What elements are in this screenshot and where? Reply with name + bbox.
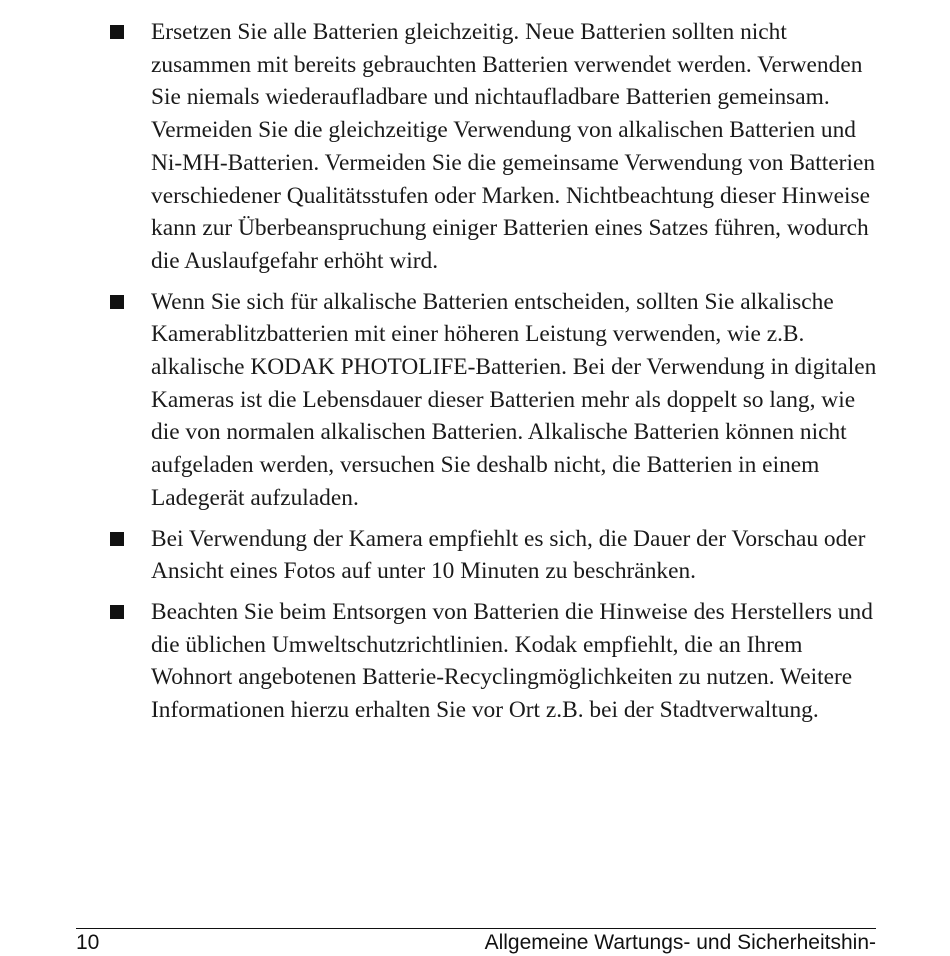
bullet-text: Beachten Sie beim Entsorgen von Batterien die Hinweise des Herstellers und die üblichen Umweltschutzrichtlinien. Kodak empfiehlt, die an Ihrem Wohnort angebotenen Batterie-Recyclingmöglichkeiten zu nutzen. Weitere Informationen hierzu erhalten Sie vor Ort z.B. bei der Stadtverwaltung. [151, 598, 873, 724]
square-bullet-icon [110, 295, 124, 309]
square-bullet-icon [110, 25, 124, 39]
bullet-text: Wenn Sie sich für alkalische Batterien entscheiden, sollten Sie alkalische Kamerablitzbatterien mit einer höheren Leistung verwenden, wie z.B. alkalische KODAK PHOTOLIFE-Batterien. Bei der Verwendung in digitalen Kameras ist die Lebensdauer dieser Batterien mehr als doppelt so lang, wie die von normalen alkalischen Batterien. Alkalische Batterien können nicht aufgeladen werden, versuchen Sie deshalb nicht, die Batterien in einem Ladegerät aufzuladen. [151, 288, 877, 511]
bullet-text: Ersetzen Sie alle Batterien gleichzeitig. Neue Batterien sollten nicht zusammen mit bereits gebrauchten Batterien verwendet werden. Verwenden Sie niemals wiederaufladbare und nichtaufladbare Batterien gemeinsam. Vermeiden Sie die gleichzeitige Verwendung von alkalischen Batterien und Ni-MH-Batterien. Vermeiden Sie die gemeinsame Verwendung von Batterien verschiedener Qualitätsstufen oder Marken. Nichtbeachtung dieser Hinweise kann zur Überbeanspruchung einiger Batterien eines Satzes führen, wodurch die Auslaufgefahr erhöht wird. [151, 19, 876, 274]
bullet-list [110, 16, 880, 735]
bullet-text: Bei Verwendung der Kamera empfiehlt es sich, die Dauer der Vorschau oder Ansicht eines Fotos auf unter 10 Minuten zu beschränken. [151, 525, 866, 585]
bullet-item-preview-duration [110, 523, 880, 588]
bullet-item-alkaline [110, 286, 880, 515]
footer-divider [76, 928, 876, 929]
bullet-item-disposal [110, 596, 880, 727]
square-bullet-icon [110, 605, 124, 619]
square-bullet-icon [110, 532, 124, 546]
bullet-item-replace-all [110, 16, 880, 278]
footer-section-title: Allgemeine Wartungs- und Sicherheitshin- [484, 931, 876, 954]
page-number: 10 [76, 931, 100, 954]
